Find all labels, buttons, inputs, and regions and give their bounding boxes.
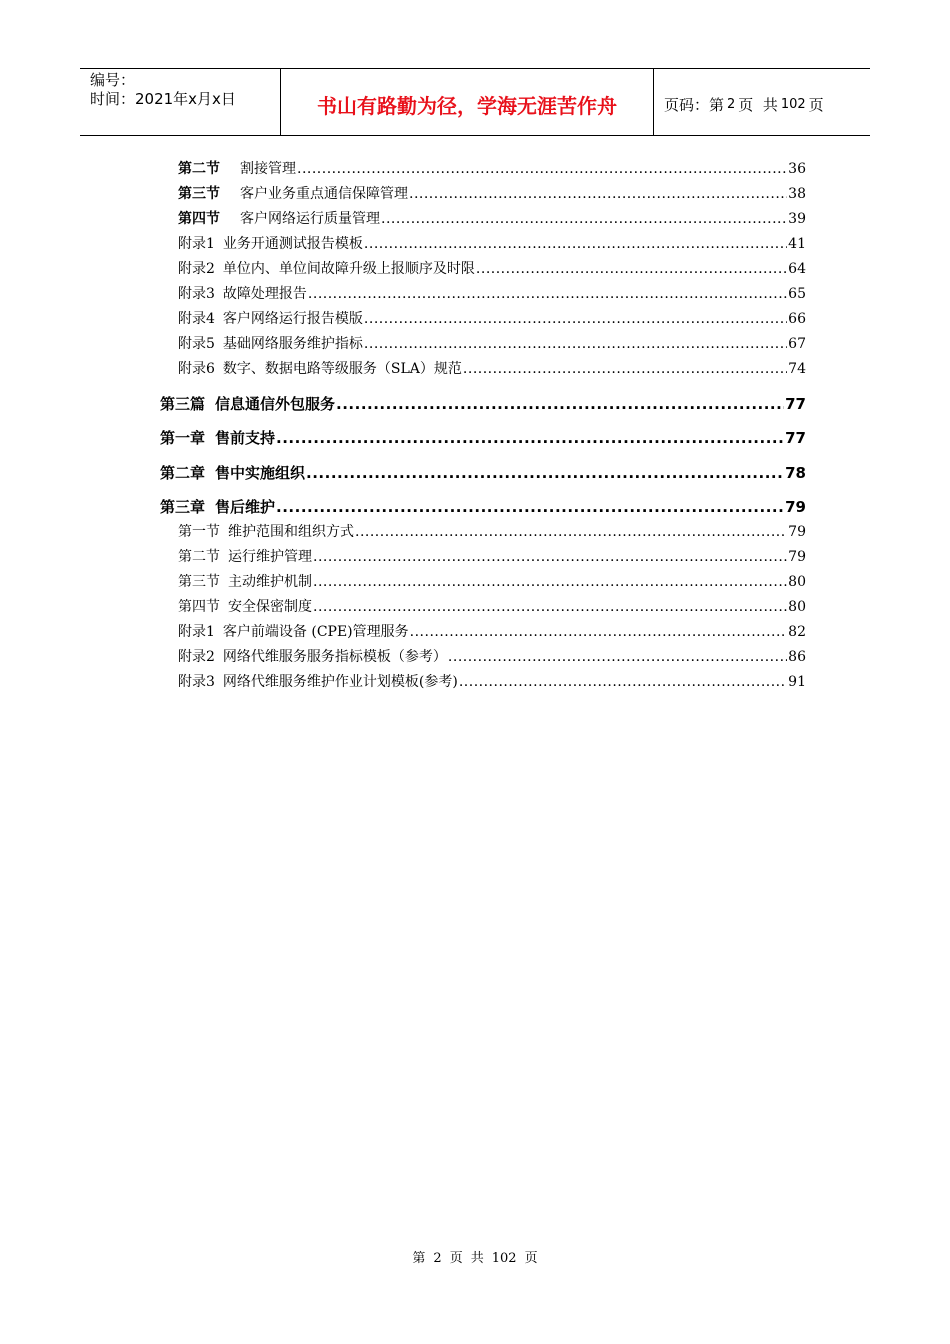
toc-entry-title: 网络代维服务服务指标模板（参考） (222, 649, 447, 665)
toc-entry-prefix: 附录5 (178, 336, 215, 352)
header-page-number: 2 (727, 96, 736, 112)
toc-entry-page: 39 (788, 211, 806, 227)
toc-entry-page: 38 (788, 186, 806, 202)
toc-entry-prefix: 第三节 (178, 574, 220, 590)
toc-entry-prefix: 附录1 (178, 624, 215, 640)
toc-entry-page: 41 (788, 236, 806, 252)
header-page-end: 页 (808, 95, 824, 114)
toc-entry-prefix: 附录3 (178, 674, 215, 690)
toc-entry-page: 77 (785, 395, 806, 413)
toc-leader-dots (459, 674, 787, 690)
toc-entry-title: 基础网络服务维护指标 (222, 336, 363, 352)
toc-entry[interactable] (178, 233, 806, 253)
toc-leader-dots (297, 161, 787, 177)
toc-entry[interactable] (178, 283, 806, 303)
toc-entry-page: 82 (788, 624, 806, 640)
toc-entry-prefix: 第三节 (178, 186, 220, 202)
toc-entry[interactable] (178, 671, 806, 691)
header-motto: 书山有路勤为径，学海无涯苦作舟 (281, 69, 654, 135)
toc-entry-title: 客户网络运行报告模版 (222, 311, 363, 327)
toc-entry[interactable] (160, 427, 806, 448)
footer-first: 第 (412, 1251, 426, 1266)
page-header (80, 68, 870, 136)
toc-entry-prefix: 第二节 (178, 161, 220, 177)
toc-entry[interactable] (160, 393, 806, 414)
toc-entry-page: 67 (788, 336, 806, 352)
toc-leader-dots (476, 261, 787, 277)
toc-entry-page: 36 (788, 161, 806, 177)
toc-leader-dots (306, 464, 784, 482)
toc-entry-page: 86 (788, 649, 806, 665)
toc-entry-page: 79 (785, 498, 806, 516)
toc-leader-dots (313, 599, 787, 615)
toc-entry-page: 91 (788, 674, 806, 690)
document-time-label: 时间：2021年x月x日 (90, 90, 236, 108)
toc-entry-prefix: 第一节 (178, 524, 220, 540)
toc-entry-page: 74 (788, 361, 806, 377)
toc-entry-label (178, 521, 354, 541)
toc-entry-title: 售后维护 (215, 498, 276, 516)
toc-entry-prefix: 附录4 (178, 311, 215, 327)
toc-entry-label (178, 258, 475, 278)
toc-entry[interactable] (178, 333, 806, 353)
header-page-info (654, 69, 870, 135)
toc-entry-page: 79 (788, 549, 806, 565)
toc-leader-dots (355, 524, 787, 540)
toc-entry-title: 网络代维服务维护作业计划模板(参考) (222, 674, 458, 690)
toc-entry-prefix: 第一章 (160, 429, 206, 447)
toc-entry-label (178, 333, 363, 353)
toc-entry-prefix: 附录1 (178, 236, 215, 252)
header-page-total: 102 (780, 96, 806, 112)
toc-entry-title: 客户前端设备 (CPE)管理服务 (222, 624, 409, 640)
toc-entry[interactable] (178, 571, 806, 591)
toc-entry[interactable] (178, 183, 806, 203)
toc-entry-label (178, 621, 409, 641)
toc-leader-dots (410, 624, 788, 640)
toc-entry-page: 79 (788, 524, 806, 540)
toc-leader-dots (276, 498, 784, 516)
toc-entry[interactable] (178, 646, 806, 666)
toc-entry-title: 客户网络运行质量管理 (240, 211, 380, 227)
toc-entry-label (178, 233, 363, 253)
toc-entry[interactable] (178, 621, 806, 641)
toc-entry-title: 主动维护机制 (228, 574, 312, 590)
toc-entry[interactable] (178, 158, 806, 178)
toc-entry-page: 64 (788, 261, 806, 277)
toc-leader-dots (336, 395, 784, 413)
toc-entry-title: 维护范围和组织方式 (228, 524, 354, 540)
toc-entry[interactable] (178, 358, 806, 378)
toc-entry-label (160, 496, 275, 517)
toc-entry-title: 售中实施组织 (215, 464, 306, 482)
toc-entry-prefix: 第四节 (178, 599, 220, 615)
toc-entry-prefix: 第二章 (160, 464, 206, 482)
toc-entry-title: 运行维护管理 (228, 549, 312, 565)
header-meta (80, 69, 281, 135)
toc-entry-title: 数字、数据电路等级服务（SLA）规范 (222, 361, 462, 377)
toc-leader-dots (364, 311, 787, 327)
toc-entry-label (178, 158, 296, 178)
toc-entry-page: 65 (788, 286, 806, 302)
toc-entry[interactable] (178, 596, 806, 616)
toc-entry-label (178, 358, 462, 378)
toc-entry-title: 单位内、单位间故障升级上报顺序及时限 (222, 261, 475, 277)
toc-entry-title: 故障处理报告 (222, 286, 307, 302)
toc-entry[interactable] (178, 258, 806, 278)
toc-entry-label (178, 308, 363, 328)
footer-last: 页 (524, 1251, 538, 1266)
toc-entry-prefix: 第二节 (178, 549, 220, 565)
toc-entry-page: 66 (788, 311, 806, 327)
toc-entry-page: 77 (785, 429, 806, 447)
toc-entry-prefix: 附录2 (178, 261, 215, 277)
toc-leader-dots (364, 236, 787, 252)
toc-leader-dots (308, 286, 787, 302)
toc-entry-page: 80 (788, 574, 806, 590)
toc-entry-label (178, 208, 380, 228)
toc-entry-title: 售前支持 (215, 429, 276, 447)
toc-entry-label (178, 671, 458, 691)
header-page-label: 页码：第 (664, 95, 725, 114)
toc-entry-prefix: 第四节 (178, 211, 220, 227)
toc-entry-label (160, 427, 275, 448)
footer-mid2: 共 (470, 1251, 484, 1266)
toc-entry-title: 信息通信外包服务 (215, 395, 336, 413)
document-number-label: 编号： (90, 71, 136, 89)
toc-entry-prefix: 第三篇 (160, 395, 206, 413)
toc-entry-label (178, 596, 312, 616)
toc-entry-title: 割接管理 (240, 161, 296, 177)
toc-leader-dots (364, 336, 787, 352)
toc-entry-prefix: 附录2 (178, 649, 215, 665)
toc-entry-label (178, 183, 408, 203)
footer-total: 102 (491, 1251, 517, 1266)
toc-entry[interactable] (178, 208, 806, 228)
toc-leader-dots (448, 649, 787, 665)
toc-entry[interactable] (178, 521, 806, 541)
toc-entry-label (160, 393, 335, 414)
toc-leader-dots (463, 361, 787, 377)
toc-entry-prefix: 附录6 (178, 361, 215, 377)
toc-entry-page: 80 (788, 599, 806, 615)
toc-entry-label (178, 646, 447, 666)
toc-entry-title: 客户业务重点通信保障管理 (240, 186, 408, 202)
toc-entry-title: 安全保密制度 (228, 599, 312, 615)
toc-entry-prefix: 附录3 (178, 286, 215, 302)
toc-leader-dots (313, 549, 787, 565)
toc-entry[interactable] (178, 308, 806, 328)
header-page-mid: 页 共 (738, 95, 778, 114)
footer-mid1: 页 (449, 1251, 463, 1266)
toc-entry[interactable] (160, 462, 806, 483)
toc-leader-dots (409, 186, 787, 202)
toc-entry-label (178, 283, 307, 303)
toc-entry[interactable] (160, 496, 806, 517)
toc-leader-dots (276, 429, 784, 447)
toc-entry-page: 78 (785, 464, 806, 482)
page-footer (0, 1247, 950, 1266)
toc-entry-prefix: 第三章 (160, 498, 206, 516)
footer-page-number: 2 (433, 1251, 442, 1266)
toc-leader-dots (381, 211, 787, 227)
toc-leader-dots (313, 574, 787, 590)
toc-entry-label (178, 546, 312, 566)
toc-entry-label (178, 571, 312, 591)
toc-entry[interactable] (178, 546, 806, 566)
toc-entry-title: 业务开通测试报告模板 (222, 236, 363, 252)
toc-entry-label (160, 462, 305, 483)
